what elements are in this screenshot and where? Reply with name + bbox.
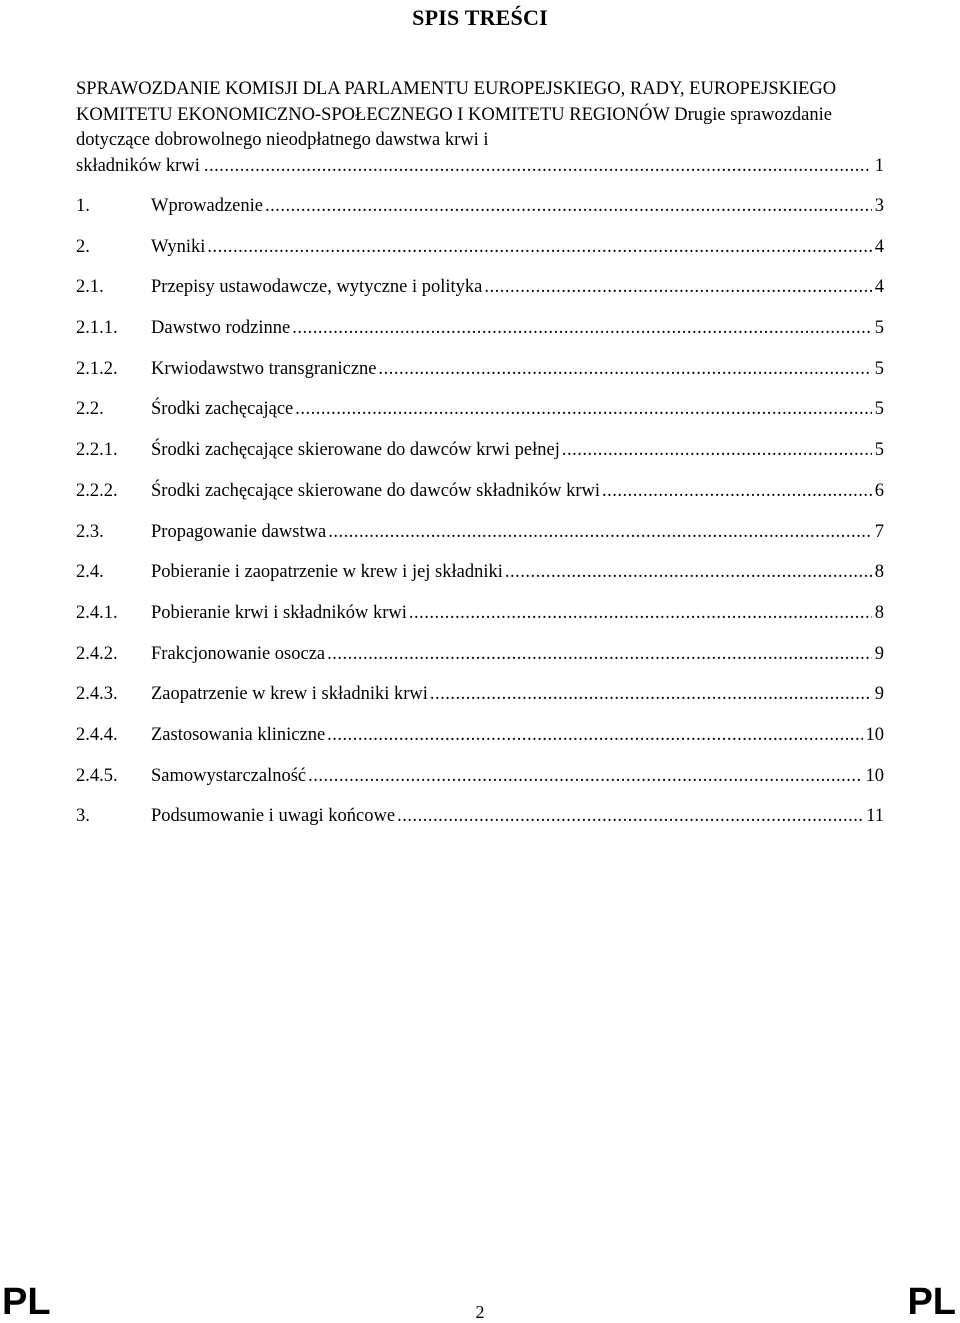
dot-leader bbox=[602, 479, 872, 503]
toc-entry[interactable] bbox=[76, 682, 884, 723]
footer-language-code-right: PL bbox=[907, 1281, 956, 1323]
toc-entry-number: 2.4.1. bbox=[76, 602, 118, 623]
toc-entry-label: Podsumowanie i uwagi końcowe bbox=[151, 806, 396, 827]
dot-leader bbox=[207, 235, 871, 259]
toc-entry[interactable] bbox=[76, 235, 884, 276]
toc-entry-page-number: 4 bbox=[874, 236, 884, 257]
toc-entry-label: Propagowanie dawstwa bbox=[151, 521, 327, 542]
toc-entry-label: Wyniki bbox=[151, 236, 206, 257]
dot-leader bbox=[484, 275, 871, 299]
toc-entry-number: 2. bbox=[76, 236, 90, 257]
toc-entry[interactable] bbox=[76, 520, 884, 561]
toc-entry-page-number: 9 bbox=[874, 684, 884, 705]
toc-entry[interactable] bbox=[76, 601, 884, 642]
toc-entry-number: 2.1. bbox=[76, 277, 104, 298]
toc-entry-page-number: 3 bbox=[874, 196, 884, 216]
toc-entry-page-number: 8 bbox=[874, 562, 884, 583]
table-of-contents bbox=[76, 77, 884, 845]
toc-entry[interactable] bbox=[76, 194, 884, 235]
toc-entry-page-number: 11 bbox=[866, 806, 884, 827]
toc-entry-number: 3. bbox=[76, 806, 90, 827]
dot-leader bbox=[505, 560, 872, 584]
toc-entry-page-number: 5 bbox=[874, 358, 884, 379]
toc-entry-page-number: 9 bbox=[874, 643, 884, 664]
dot-leader bbox=[379, 357, 872, 381]
dot-leader bbox=[295, 397, 871, 421]
dot-leader bbox=[409, 601, 872, 625]
toc-entry-page-number: 6 bbox=[874, 480, 884, 501]
toc-entry[interactable] bbox=[76, 438, 884, 479]
toc-intro-last-line bbox=[76, 154, 884, 180]
toc-entry-page-number: 10 bbox=[865, 724, 884, 745]
dot-leader bbox=[430, 682, 872, 706]
toc-entry[interactable] bbox=[76, 723, 884, 764]
toc-entry-label: Krwiodawstwo transgraniczne bbox=[151, 358, 377, 379]
toc-entry-label: Frakcjonowanie osocza bbox=[151, 643, 326, 664]
toc-entry-page-number: 8 bbox=[874, 602, 884, 623]
toc-entry-number: 2.4.4. bbox=[76, 724, 118, 745]
toc-entry-page-number: 5 bbox=[874, 399, 884, 420]
toc-entry-page-number: 4 bbox=[874, 277, 884, 298]
toc-entry[interactable] bbox=[76, 642, 884, 683]
footer-language-code-left: PL bbox=[2, 1281, 51, 1323]
toc-entry-label: Przepisy ustawodawcze, wytyczne i polityka bbox=[151, 277, 483, 298]
toc-entry[interactable] bbox=[76, 764, 884, 805]
toc-entry-label: Zastosowania kliniczne bbox=[151, 724, 326, 745]
toc-entry-label: Środki zachęcające bbox=[151, 399, 294, 420]
toc-entry-number: 1. bbox=[76, 196, 90, 216]
footer-page-number: 2 bbox=[475, 1302, 485, 1322]
toc-entry[interactable] bbox=[76, 316, 884, 357]
toc-entry-label: Środki zachęcające skierowane do dawców krwi pełnej bbox=[151, 440, 560, 461]
toc-entry-label: Pobieranie i zaopatrzenie w krew i jej składniki bbox=[151, 562, 503, 583]
dot-leader bbox=[292, 316, 872, 340]
dot-leader bbox=[397, 804, 863, 828]
toc-intro-text: SPRAWOZDANIE KOMISJI DLA PARLAMENTU EUROPEJSKIEGO, RADY, EUROPEJSKIEGO KOMITETU EKONOMICZNO-SPOŁECZNEGO I KOMITETU REGIONÓW Drugie sprawozdanie dotyczące dobrowolnego nieodpłatnego dawstwa krwi i bbox=[76, 79, 837, 150]
toc-intro-last-label: składników krwi bbox=[76, 155, 200, 176]
toc-entry-number: 2.3. bbox=[76, 521, 104, 542]
dot-leader bbox=[308, 764, 862, 788]
toc-entry[interactable] bbox=[76, 397, 884, 438]
toc-entry-number: 2.2.1. bbox=[76, 440, 118, 461]
toc-entry-number: 2.4.3. bbox=[76, 684, 118, 705]
dot-leader bbox=[562, 438, 872, 462]
toc-entry[interactable] bbox=[76, 560, 884, 601]
toc-entry-number: 2.4.2. bbox=[76, 643, 118, 664]
dot-leader bbox=[327, 723, 862, 747]
toc-entry-number: 2.1.1. bbox=[76, 318, 118, 339]
toc-entry[interactable] bbox=[76, 275, 884, 316]
toc-entry[interactable] bbox=[76, 804, 884, 845]
toc-entry[interactable] bbox=[76, 479, 884, 520]
dot-leader bbox=[327, 642, 872, 666]
toc-entry-number: 2.2.2. bbox=[76, 480, 118, 501]
toc-entry-label: Samowystarczalność bbox=[151, 765, 307, 786]
toc-entry-number: 2.4. bbox=[76, 562, 104, 583]
toc-entry-label: Wprowadzenie bbox=[151, 196, 263, 216]
toc-entry[interactable] bbox=[76, 357, 884, 398]
toc-entry-number: 2.1.2. bbox=[76, 358, 118, 379]
dot-leader bbox=[328, 520, 872, 544]
toc-intro-page-number: 1 bbox=[874, 155, 884, 176]
toc-entry-number: 2.4.5. bbox=[76, 765, 118, 786]
dot-leader bbox=[204, 154, 871, 180]
toc-entry-label: Środki zachęcające skierowane do dawców składników krwi bbox=[151, 480, 600, 501]
page-title: SPIS TREŚCI bbox=[412, 5, 548, 30]
toc-entry-label: Zaopatrzenie w krew i składniki krwi bbox=[151, 684, 428, 705]
toc-entry-page-number: 5 bbox=[874, 318, 884, 339]
dot-leader bbox=[265, 194, 872, 218]
toc-entry-page-number: 7 bbox=[874, 521, 884, 542]
toc-entry-label: Dawstwo rodzinne bbox=[151, 318, 291, 339]
toc-entry-page-number: 10 bbox=[865, 765, 884, 786]
toc-entry-label: Pobieranie krwi i składników krwi bbox=[151, 602, 407, 623]
toc-intro-entry[interactable] bbox=[76, 77, 884, 179]
toc-entry-page-number: 5 bbox=[874, 440, 884, 461]
toc-entry-number: 2.2. bbox=[76, 399, 104, 420]
toc-entry-list bbox=[76, 194, 884, 845]
